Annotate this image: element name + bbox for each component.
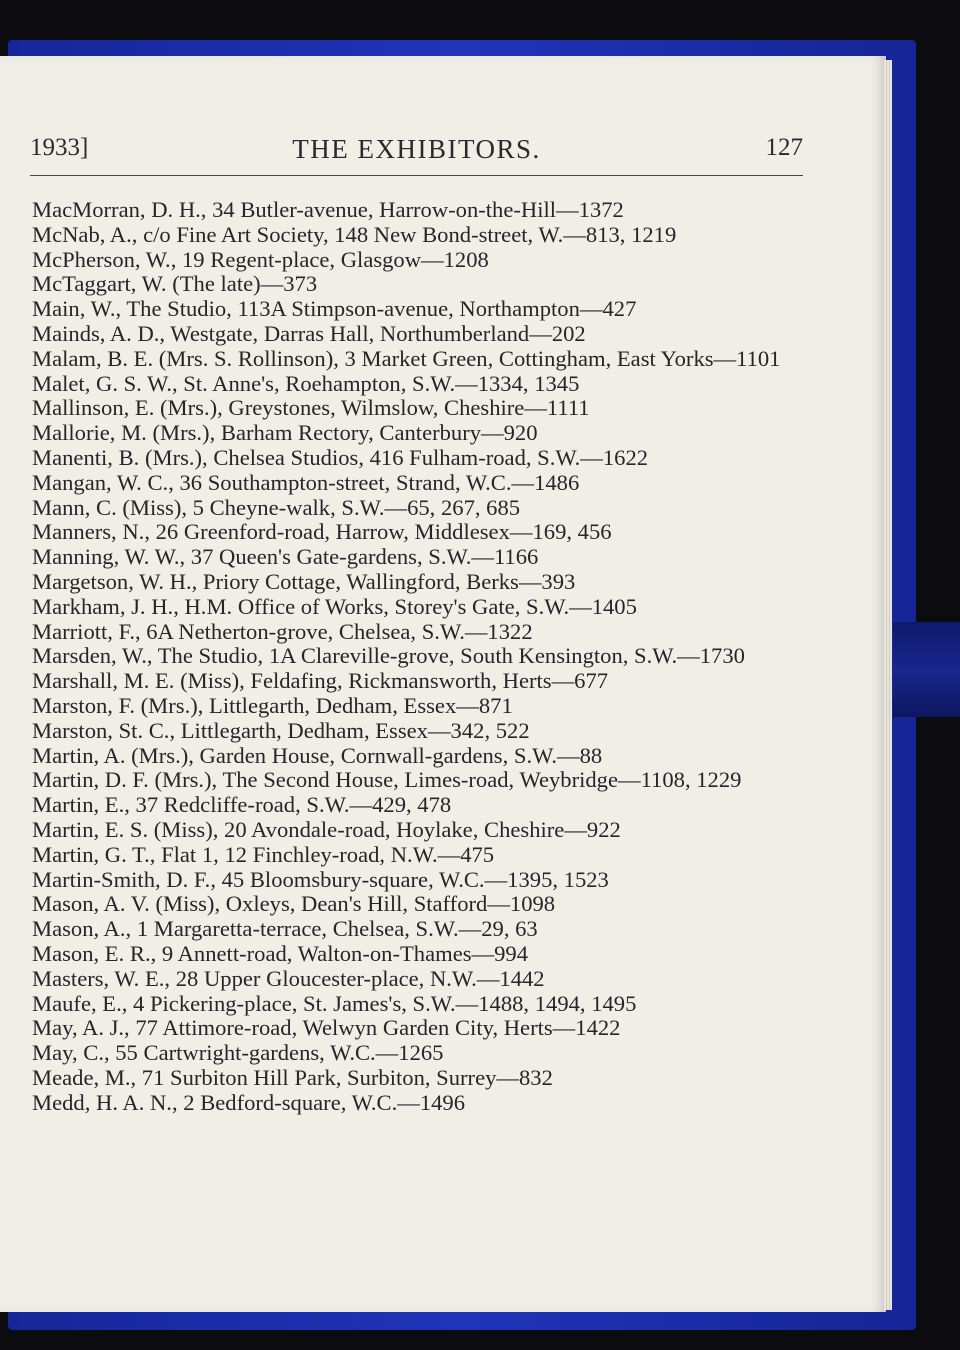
running-header bbox=[30, 134, 803, 164]
exhibitor-entry: Margetson, W. H., Priory Cottage, Wallingford, Berks—393 bbox=[32, 568, 576, 594]
exhibitor-entry: Maufe, E., 4 Pickering-place, St. James's, S.W.—1488, 1494, 1495 bbox=[32, 990, 637, 1016]
exhibitor-entry: Markham, J. H., H.M. Office of Works, Storey's Gate, S.W.—1405 bbox=[32, 593, 637, 619]
exhibitor-entry: May, C., 55 Cartwright-gardens, W.C.—1265 bbox=[32, 1040, 444, 1066]
exhibitor-entry: Manners, N., 26 Greenford-road, Harrow, Middlesex—169, 456 bbox=[32, 519, 612, 545]
exhibitor-entry: Martin, A. (Mrs.), Garden House, Cornwall-gardens, S.W.—88 bbox=[32, 742, 603, 768]
exhibitor-entry: Mainds, A. D., Westgate, Darras Hall, Northumberland—202 bbox=[32, 320, 586, 346]
exhibitor-entry: Masters, W. E., 28 Upper Gloucester-place, N.W.—1442 bbox=[32, 965, 545, 991]
exhibitor-entry: McPherson, W., 19 Regent-place, Glasgow—1208 bbox=[32, 246, 489, 272]
exhibitor-entry: May, A. J., 77 Attimore-road, Welwyn Garden City, Herts—1422 bbox=[32, 1015, 621, 1041]
exhibitor-entry: Manenti, B. (Mrs.), Chelsea Studios, 416 Fulham-road, S.W.—1622 bbox=[32, 444, 649, 470]
exhibitor-entry: MacMorran, D. H., 34 Butler-avenue, Harrow-on-the-Hill—1372 bbox=[32, 197, 624, 222]
exhibitor-entry: Marston, St. C., Littlegarth, Dedham, Essex—342, 522 bbox=[32, 717, 530, 743]
exhibitor-entry: Martin, E., 37 Redcliffe-road, S.W.—429, 478 bbox=[32, 792, 452, 818]
exhibitor-entry: Martin-Smith, D. F., 45 Bloomsbury-square, W.C.—1395, 1523 bbox=[32, 866, 609, 892]
exhibitor-entry: Martin, D. F. (Mrs.), The Second House, Limes-road, Weybridge—1108, 1229 bbox=[32, 767, 742, 793]
exhibitor-entry: Mann, C. (Miss), 5 Cheyne-walk, S.W.—65, 267, 685 bbox=[32, 494, 521, 520]
exhibitor-entry: Medd, H. A. N., 2 Bedford-square, W.C.—1496 bbox=[32, 1089, 466, 1115]
exhibitor-entry: Mangan, W. C., 36 Southampton-street, Strand, W.C.—1486 bbox=[32, 469, 580, 495]
page-edges bbox=[884, 60, 892, 1310]
exhibitor-entry: McNab, A., c/o Fine Art Society, 148 New Bond-street, W.—813, 1219 bbox=[32, 221, 677, 247]
exhibitor-entry: Martin, E. S. (Miss), 20 Avondale-road, Hoylake, Cheshire—922 bbox=[32, 816, 621, 842]
exhibitor-entry: Marshall, M. E. (Miss), Feldafing, Rickmansworth, Herts—677 bbox=[32, 668, 609, 694]
exhibitor-entry: Mason, A. V. (Miss), Oxleys, Dean's Hill, Stafford—1098 bbox=[32, 891, 556, 917]
header-rule bbox=[30, 175, 803, 176]
exhibitor-entry: Malam, B. E. (Mrs. S. Rollinson), 3 Market Green, Cottingham, East Yorks—1101 bbox=[32, 345, 781, 371]
exhibitor-entry: Meade, M., 71 Surbiton Hill Park, Surbiton, Surrey—832 bbox=[32, 1064, 553, 1090]
bookmark-ribbon bbox=[893, 622, 960, 717]
exhibitor-entry: Mallinson, E. (Mrs.), Greystones, Wilmslow, Cheshire—1111 bbox=[32, 395, 590, 421]
exhibitor-entry: Marriott, F., 6A Netherton-grove, Chelsea, S.W.—1322 bbox=[32, 618, 533, 644]
exhibitor-entry: Martin, G. T., Flat 1, 12 Finchley-road, N.W.—475 bbox=[32, 841, 495, 867]
page-title: THE EXHIBITORS. bbox=[292, 134, 541, 164]
exhibitor-entry: McTaggart, W. (The late)—373 bbox=[32, 271, 318, 297]
exhibitor-entry: Main, W., The Studio, 113A Stimpson-avenue, Northampton—427 bbox=[32, 296, 637, 322]
exhibitor-list bbox=[32, 198, 812, 1115]
exhibitor-entry: Marston, F. (Mrs.), Littlegarth, Dedham, Essex—871 bbox=[32, 692, 513, 718]
header-year: 1933] bbox=[30, 134, 89, 161]
exhibitor-entry: Malet, G. S. W., St. Anne's, Roehampton, S.W.—1334, 1345 bbox=[32, 370, 580, 396]
exhibitor-entry: Mason, A., 1 Margaretta-terrace, Chelsea, S.W.—29, 63 bbox=[32, 916, 538, 942]
exhibitor-entry: Marsden, W., The Studio, 1A Clareville-grove, South Kensington, S.W.—1730 bbox=[32, 643, 745, 669]
exhibitor-entry: Manning, W. W., 37 Queen's Gate-gardens, S.W.—1166 bbox=[32, 544, 539, 570]
exhibitor-entry: Mallorie, M. (Mrs.), Barham Rectory, Canterbury—920 bbox=[32, 420, 538, 446]
exhibitor-entry: Mason, E. R., 9 Annett-road, Walton-on-Thames—994 bbox=[32, 940, 529, 966]
page-number: 127 bbox=[765, 134, 803, 161]
